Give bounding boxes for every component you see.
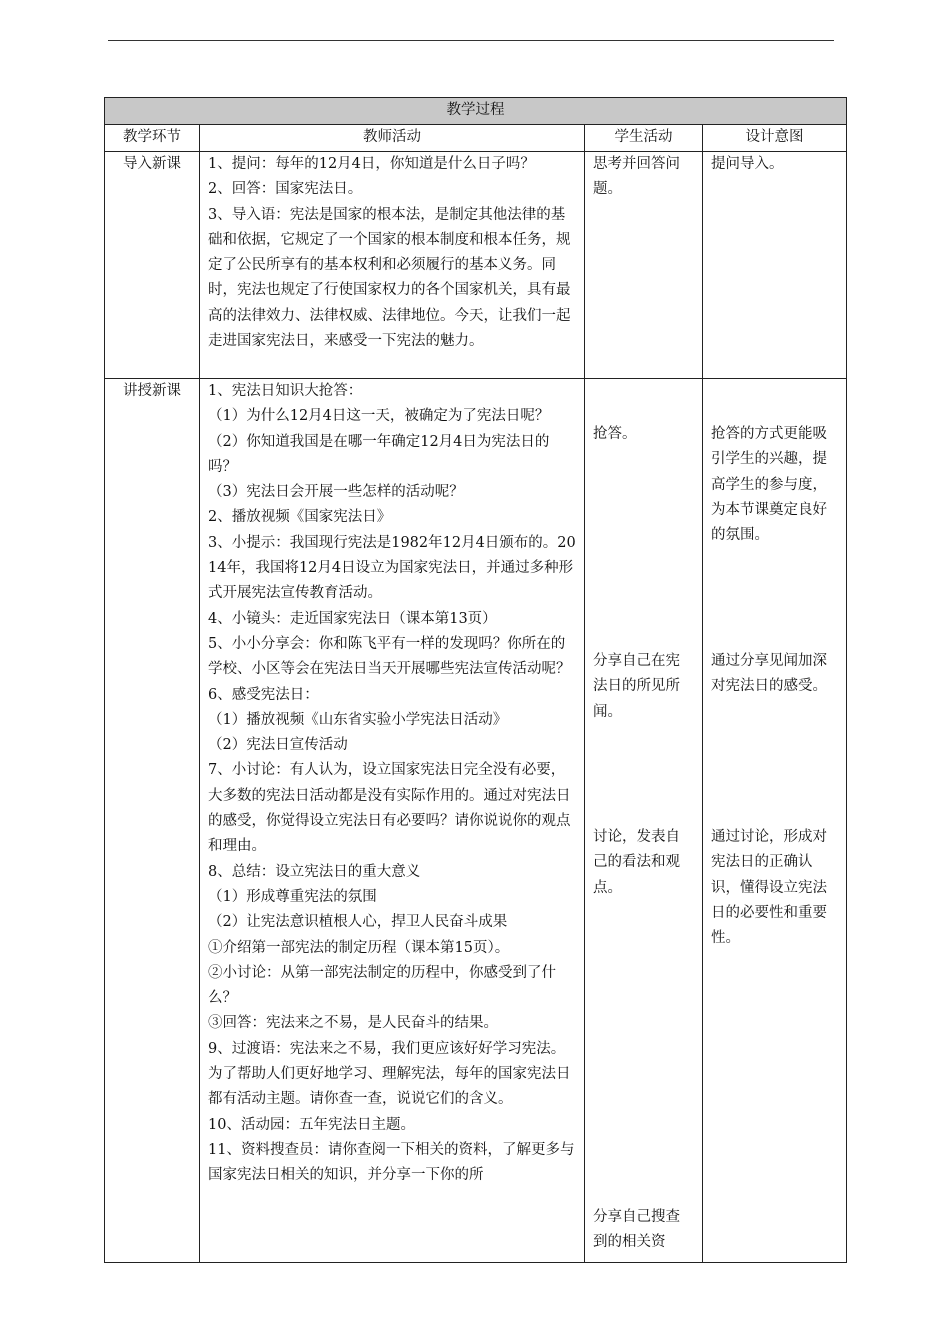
design-intent-cell: 提问导入。 [703, 152, 847, 379]
teacher-step: 3、小提示：我国现行宪法是1982年12月4日颁布的。2014年，我国将12月4日设立为国家宪法日，并通过多种形式开展宪法宣传教育活动。 [208, 534, 576, 602]
student-activity-cell: 思考并回答问题。 [585, 152, 703, 379]
teacher-substep: （2）你知道我国是在哪一年确定12月4日为宪法日的吗？ [208, 433, 550, 475]
teacher-substep: （1）形成尊重宪法的氛围 [208, 888, 377, 905]
table-row [105, 152, 847, 379]
teacher-step: 1、提问：每年的12月4日，你知道是什么日子吗？ [208, 156, 535, 172]
teacher-substep: ②小讨论：从第一部宪法制定的历程中，你感受到了什么？ [208, 964, 556, 1007]
table-row [105, 379, 847, 1263]
teacher-step: 1、宪法日知识大抢答： [208, 383, 363, 399]
teacher-step: 2、播放视频《国家宪法日》 [208, 509, 392, 526]
student-activity-cell [585, 379, 703, 1263]
teacher-step: 4、小镜头：走近国家宪法日（课本第13页） [208, 610, 497, 627]
teaching-process-table [104, 97, 847, 1263]
student-activity-block: 抢答。 [593, 426, 637, 442]
page-header-rule [108, 40, 834, 41]
design-intent-block: 抢答的方式更能吸引学生的兴趣，提高学生的参与度，为本节课奠定良好的氛围。 [711, 426, 827, 544]
teacher-step: 5、小小分享会：你和陈飞平有一样的发现吗？你所在的学校、小区等会在宪法日当天开展哪些宪法宣传活动呢？ [208, 635, 571, 678]
teacher-substep: ①介绍第一部宪法的制定历程（课本第15页）。 [208, 939, 510, 956]
stage-cell: 讲授新课 [105, 379, 200, 1263]
table-title: 教学过程 [105, 98, 847, 125]
teacher-step: 3、导入语：宪法是国家的根本法，是制定其他法律的基础和依据，它规定了一个国家的根本制度和根本任务，规定了公民所享有的基本权利和必须履行的基本义务。同时，宪法也规定了行使国家权力的各个国家机关，具有最高的法律效力、法律权威、法律地位。今天，让我们一起走进国家宪法日，来感受一下宪法的魅力。 [208, 206, 571, 350]
teacher-step: 11、资料搜查员：请你查阅一下相关的资料，了解更多与国家宪法日相关的知识，并分享一下你的所 [208, 1141, 575, 1184]
design-intent-block: 通过分享见闻加深对宪法日的感受。 [711, 653, 827, 695]
design-intent-block: 通过讨论，形成对宪法日的正确认识，懂得设立宪法日的必要性和重要性。 [711, 829, 827, 947]
teacher-step: 7、小讨论：有人认为，设立国家宪法日完全没有必要，大多数的宪法日活动都是没有实际作用的。通过对宪法日的感受，你觉得设立宪法日有必要吗？请你说说你的观点和理由。 [208, 762, 571, 855]
teacher-substep: （1）为什么12月4日这一天，被确定为了宪法日呢？ [208, 408, 550, 425]
header-design-intent: 设计意图 [703, 125, 847, 152]
student-activity-block: 讨论，发表自己的看法和观点。 [593, 829, 680, 896]
header-student-activity: 学生活动 [585, 125, 703, 152]
teacher-substep: ③回答：宪法来之不易，是人民奋斗的结果。 [208, 1015, 498, 1032]
teacher-activity-cell [200, 379, 585, 1263]
teacher-step: 8、总结：设立宪法日的重大意义 [208, 863, 421, 880]
teacher-substep: （2）宪法日宣传活动 [208, 737, 348, 754]
student-activity-block: 分享自己在宪法日的所见所闻。 [593, 653, 680, 720]
teacher-step: 10、活动园：五年宪法日主题。 [208, 1116, 415, 1133]
teacher-activity-cell [200, 152, 585, 379]
stage-cell: 导入新课 [105, 152, 200, 379]
header-teacher-activity: 教师活动 [200, 125, 585, 152]
table-header-row [105, 125, 847, 152]
table-title-row [105, 98, 847, 125]
student-activity-block: 分享自己搜查到的相关资 [593, 1209, 680, 1251]
design-intent-cell [703, 379, 847, 1263]
teacher-substep: （2）让宪法意识植根人心，捍卫人民奋斗成果 [208, 914, 508, 931]
teacher-substep: （3）宪法日会开展一些怎样的活动呢？ [208, 484, 464, 501]
header-stage: 教学环节 [105, 125, 200, 152]
teacher-substep: （1）播放视频《山东省实验小学宪法日活动》 [208, 711, 508, 728]
teacher-step: 9、过渡语：宪法来之不易，我们更应该好好学习宪法。为了帮助人们更好地学习、理解宪法，每年的国家宪法日都有活动主题。请你查一查，说说它们的含义。 [208, 1040, 571, 1108]
teacher-step: 6、感受宪法日： [208, 686, 319, 703]
teacher-step: 2、回答：国家宪法日。 [208, 181, 363, 198]
